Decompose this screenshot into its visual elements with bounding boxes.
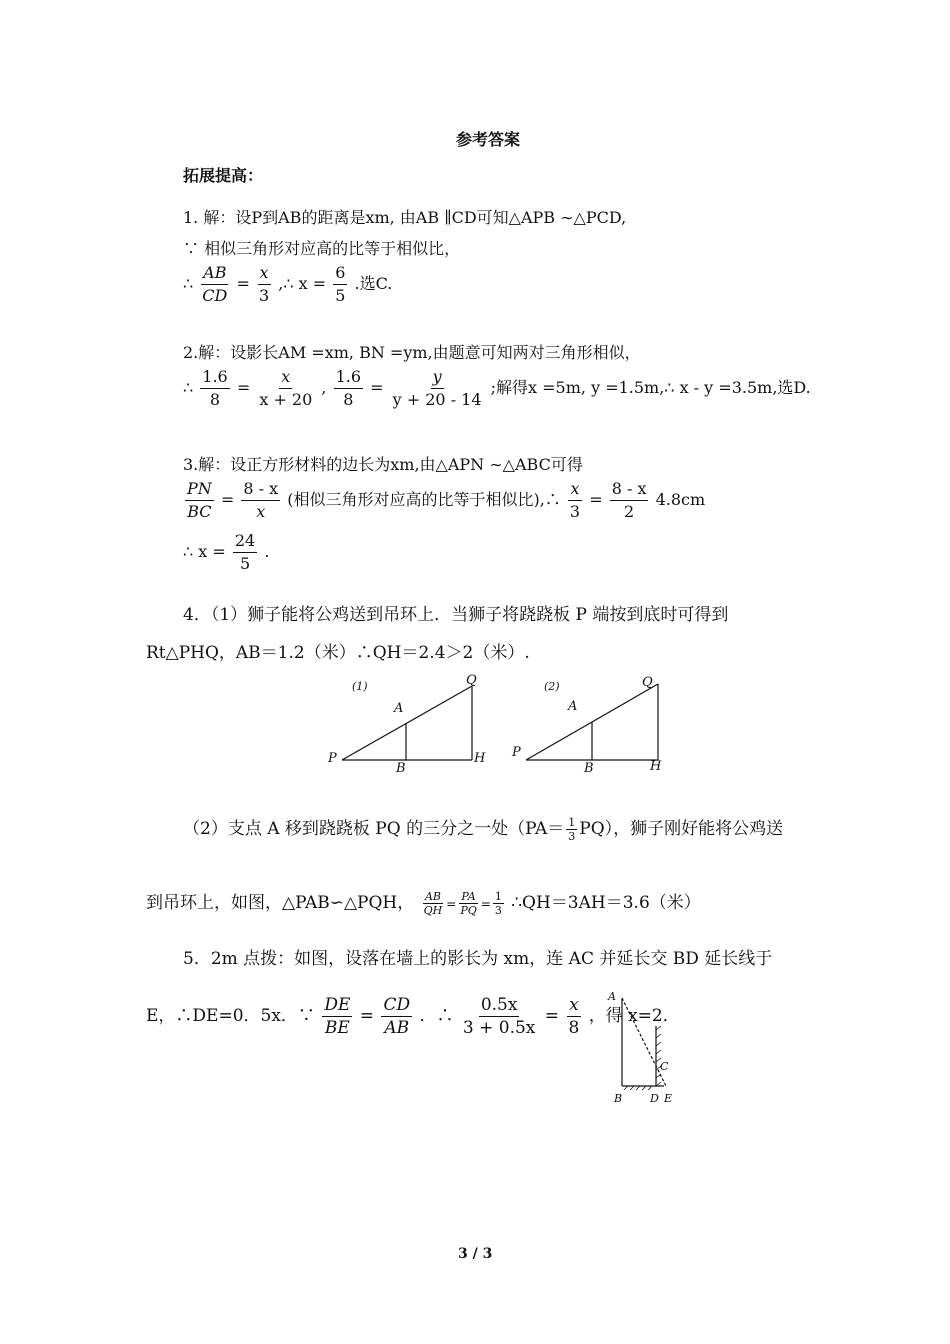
- q3-fraction-2: $\frac{8 - x}{x}$: [243, 479, 279, 521]
- q1-answer: .选C.: [354, 274, 393, 293]
- q1-fraction-6-5: $\frac{6}{5}$: [335, 263, 346, 305]
- q1-text: 解：设P到AB的距离是xm, 由AB ∥CD可知△APB ∼△PCD,: [203, 208, 627, 227]
- q1-mid: ,∴ x =: [278, 274, 327, 293]
- q3-unit: 4.8cm: [655, 490, 706, 509]
- q5-line2-c: ，得 x=2．: [588, 1006, 680, 1026]
- q2-equals-1: =: [236, 378, 251, 397]
- q2-answer: ;解得x =5m, y =1.5m,∴ x - y =3.5m,选D.: [490, 378, 811, 397]
- fig1-point-a: A: [394, 701, 404, 716]
- q4-fraction-pa-pq: $\frac{PA}{PQ}$: [460, 890, 477, 917]
- q1-fraction-ab-cd: $\frac{AB}{CD}$: [202, 263, 228, 305]
- q5-point-c: C: [660, 1060, 669, 1073]
- q4-equals-2: =: [480, 897, 491, 911]
- q3-result: [183, 530, 269, 575]
- q2-line1: 2.解：设影长AM =xm, BN =ym,由题意可知两对三角形相似，: [183, 343, 641, 362]
- q2-fraction-4: $\frac{y}{y + 20 - 14}$: [392, 367, 482, 409]
- q4-part2-b: PQ），狮子刚好能将公鸡送: [579, 819, 784, 839]
- q3-fraction-3: $\frac{x}{3}$: [569, 479, 581, 521]
- q1-line1: [183, 205, 626, 228]
- q5-equals-1: =: [359, 1006, 375, 1026]
- q4-part2-a: （2）支点 A 移到跷跷板 PQ 的三分之一处（PA＝: [183, 819, 565, 839]
- q4-part2-d: ∴QH＝3AH＝3.6（米）: [511, 893, 701, 913]
- q5-point-d: D: [650, 1092, 659, 1105]
- q5-equals-2: =: [544, 1006, 560, 1026]
- q4-fraction-ab-qh: $\frac{AB}{QH}$: [423, 890, 443, 917]
- fig1-point-h: H: [474, 751, 486, 766]
- q3-equals-1: =: [220, 490, 235, 509]
- q5-point-a: A: [608, 990, 616, 1003]
- q5-fraction-3: $\frac{0.5x}{3 + 0.5x}$: [462, 995, 536, 1038]
- q5-fraction-de-be: $\frac{DE}{BE}$: [324, 995, 351, 1038]
- q3-formula: [183, 478, 705, 523]
- q5-wall-hatching: [656, 1026, 661, 1086]
- fig2-point-h: H: [650, 759, 662, 774]
- q2-formula: [183, 366, 811, 411]
- q1-therefore: ∴: [183, 274, 194, 293]
- fig1-point-b: B: [396, 761, 406, 776]
- q3-therefore: ∴ x =: [183, 542, 226, 561]
- q1-formula: [183, 262, 392, 307]
- q4-part2-line1: [183, 814, 783, 843]
- q5-fraction-cd-ab: $\frac{CD}{AB}$: [383, 995, 411, 1038]
- q3-line1: 3.解：设正方形材料的边长为xm,由△APN ∼△ABC可得: [183, 455, 583, 474]
- q4-line2: Rt△PHQ，AB＝1.2（米）∴QH＝2.4＞2（米）.: [146, 643, 530, 663]
- q5-point-e: E: [664, 1092, 673, 1105]
- q2-fraction-1: $\frac{1.6}{8}$: [202, 367, 228, 409]
- q3-period: .: [264, 542, 270, 561]
- q3-equals-2: =: [589, 490, 603, 509]
- fig2-point-a: A: [568, 699, 578, 714]
- q2-therefore: ∴: [183, 378, 194, 397]
- fig2-label: (2): [544, 680, 560, 693]
- figure-1: [327, 673, 486, 776]
- page-number: 3 / 3: [458, 1246, 493, 1262]
- q4-part2-fraction: $\frac{1}{3}$: [568, 816, 576, 843]
- q3-fraction-24-5: $\frac{24}{5}$: [234, 531, 256, 573]
- q5-fraction-4: $\frac{x}{8}$: [568, 995, 580, 1038]
- q4-figures: [320, 668, 680, 780]
- fig1-point-p: P: [328, 751, 337, 766]
- fig2-point-q: Q: [642, 675, 653, 690]
- q5-line1: 5．2m 点拨：如图，设落在墙上的影长为 xm，连 AC 并延长交 BD 延长线于: [183, 949, 773, 969]
- fig1-label: (1): [352, 680, 368, 693]
- q3-mid: (相似三角形对应高的比等于相似比),∴: [287, 490, 561, 509]
- q4-equals-1: =: [446, 897, 457, 911]
- fig1-point-q: Q: [466, 673, 477, 688]
- figure-2: [511, 675, 662, 776]
- section-heading: 拓展提高：: [183, 166, 264, 185]
- q2-equals-2: =: [370, 378, 384, 397]
- q1-equals: =: [236, 274, 250, 293]
- page-title: 参考答案: [456, 130, 521, 149]
- q4-part2-c: 到吊环上，如图，△PAB∽△PQH，: [146, 893, 415, 913]
- fig2-point-b: B: [584, 761, 594, 776]
- q1-line2: ∵ 相似三角形对应高的比等于相似比，: [183, 239, 461, 258]
- q2-fraction-3: $\frac{1.6}{8}$: [335, 367, 362, 409]
- q5-figure: [606, 986, 696, 1110]
- q5-line2: [146, 994, 680, 1039]
- q5-point-b: B: [614, 1092, 623, 1105]
- q1-fraction-x-3: $\frac{x}{3}$: [258, 263, 270, 305]
- fig2-point-p: P: [512, 745, 521, 760]
- q1-number: 1.: [183, 208, 199, 227]
- q3-fraction-pn-bc: $\frac{PN}{BC}$: [187, 479, 212, 521]
- q4-line1: 4．（1）狮子能将公鸡送到吊环上．当狮子将跷跷板 P 端按到底时可得到: [183, 605, 729, 625]
- q4-fraction-1-3: $\frac{1}{3}$: [494, 890, 502, 917]
- q4-part2-line2: [146, 888, 701, 917]
- q5-line2-b: ．∴: [419, 1006, 454, 1026]
- q2-separator: ,: [321, 378, 327, 397]
- fig1-seesaw-line: [342, 686, 472, 760]
- q3-fraction-4: $\frac{8 - x}{2}$: [611, 479, 647, 521]
- q2-fraction-2: $\frac{x}{x + 20}$: [259, 367, 313, 409]
- q5-line2-a: E，∴DE=0．5x．∵: [146, 1006, 315, 1026]
